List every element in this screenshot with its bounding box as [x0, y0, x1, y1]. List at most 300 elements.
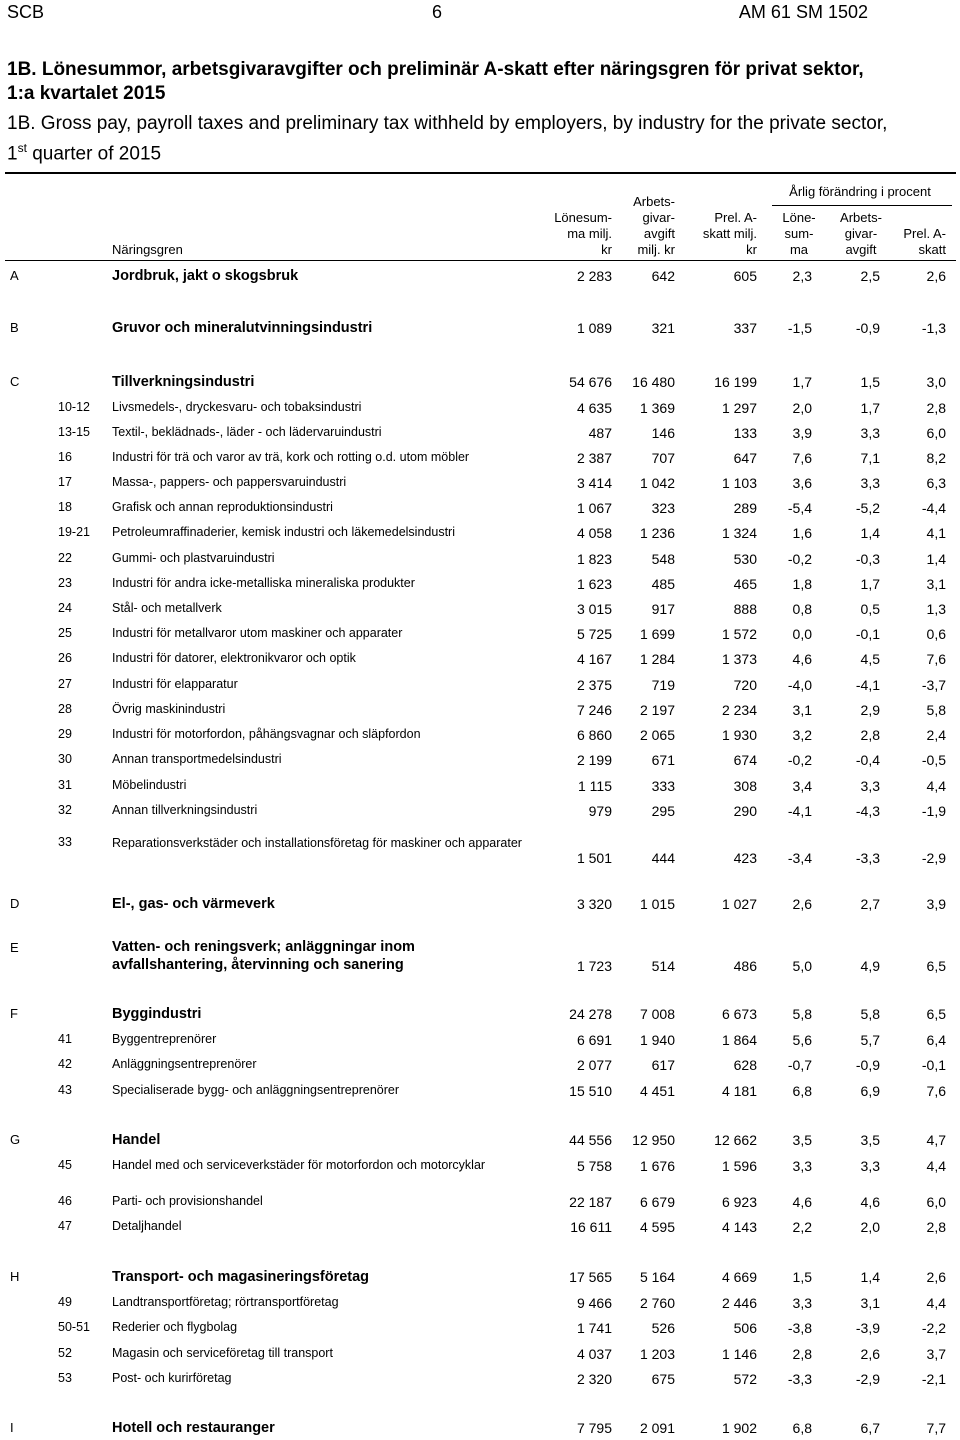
- row-industry-name: Specialiserade bygg- och anläggningsentreprenörer: [112, 1083, 399, 1097]
- value-prel-askatt: 1 324: [721, 525, 757, 541]
- table-row: [0, 450, 960, 470]
- row-code: I: [10, 1420, 14, 1435]
- value-chg-arbetsgivaravgift: 0,5: [860, 601, 880, 617]
- value-chg-prel-askatt: 2,6: [926, 268, 946, 284]
- row-code: 27: [58, 677, 72, 691]
- row-code: 17: [58, 475, 72, 489]
- value-arbetsgivaravgift: 1 284: [639, 651, 675, 667]
- table-row: [0, 425, 960, 445]
- value-lonesumma: 3 414: [576, 475, 612, 491]
- value-chg-lonesumma: -0,2: [787, 752, 812, 768]
- table-row: [0, 1032, 960, 1052]
- value-chg-lonesumma: 5,0: [792, 958, 812, 974]
- value-chg-arbetsgivaravgift: -0,1: [855, 626, 880, 642]
- table-row: [0, 803, 960, 823]
- row-code: 47: [58, 1219, 72, 1233]
- value-chg-arbetsgivaravgift: -0,9: [855, 320, 880, 336]
- row-industry-name: Detaljhandel: [112, 1219, 182, 1233]
- table-row: [0, 1006, 960, 1026]
- value-lonesumma: 1 823: [576, 551, 612, 567]
- value-prel-askatt: 1 864: [721, 1032, 757, 1048]
- value-chg-prel-askatt: 2,4: [926, 727, 946, 743]
- value-lonesumma: 2 320: [576, 1371, 612, 1387]
- value-chg-lonesumma: 3,5: [792, 1132, 812, 1148]
- row-industry-name: Handel: [112, 1132, 161, 1148]
- table-row: [0, 576, 960, 596]
- value-chg-prel-askatt: 4,1: [926, 525, 946, 541]
- row-industry-name: Stål- och metallverk: [112, 601, 222, 615]
- value-chg-arbetsgivaravgift: 2,6: [860, 1346, 880, 1362]
- row-industry-name: Reparationsverkstäder och installationsföretag för maskiner och apparater: [112, 836, 522, 850]
- value-lonesumma: 4 058: [576, 525, 612, 541]
- value-chg-lonesumma: -0,7: [787, 1057, 812, 1073]
- value-lonesumma: 44 556: [569, 1132, 612, 1148]
- value-chg-lonesumma: 1,8: [792, 576, 812, 592]
- table-row: [0, 1295, 960, 1315]
- value-arbetsgivaravgift: 514: [651, 958, 675, 974]
- value-arbetsgivaravgift: 12 950: [632, 1132, 675, 1148]
- row-code: A: [10, 268, 19, 283]
- value-chg-arbetsgivaravgift: 1,4: [860, 1269, 880, 1285]
- value-lonesumma: 2 283: [576, 268, 612, 284]
- row-code: 50-51: [58, 1320, 90, 1334]
- value-lonesumma: 3 320: [576, 896, 612, 912]
- value-arbetsgivaravgift: 1 940: [639, 1032, 675, 1048]
- value-chg-prel-askatt: 4,4: [926, 1158, 946, 1174]
- value-chg-arbetsgivaravgift: 4,5: [860, 651, 880, 667]
- value-arbetsgivaravgift: 617: [651, 1057, 675, 1073]
- value-chg-lonesumma: 3,2: [792, 727, 812, 743]
- value-chg-arbetsgivaravgift: -4,3: [855, 803, 880, 819]
- value-chg-arbetsgivaravgift: 3,3: [860, 475, 880, 491]
- value-chg-lonesumma: 3,4: [792, 778, 812, 794]
- value-lonesumma: 9 466: [576, 1295, 612, 1311]
- value-prel-askatt: 133: [733, 425, 757, 441]
- value-chg-lonesumma: -3,4: [787, 850, 812, 866]
- value-chg-arbetsgivaravgift: -3,3: [855, 850, 880, 866]
- value-chg-prel-askatt: -0,5: [921, 752, 946, 768]
- value-prel-askatt: 1 146: [721, 1346, 757, 1362]
- value-chg-prel-askatt: -2,1: [921, 1371, 946, 1387]
- value-prel-askatt: 888: [733, 601, 757, 617]
- value-chg-arbetsgivaravgift: -5,2: [855, 500, 880, 516]
- value-lonesumma: 5 725: [576, 626, 612, 642]
- value-prel-askatt: 628: [733, 1057, 757, 1073]
- table-row: [0, 1083, 960, 1103]
- value-chg-arbetsgivaravgift: 1,5: [860, 374, 880, 390]
- value-chg-arbetsgivaravgift: 1,7: [860, 576, 880, 592]
- value-prel-askatt: 1 902: [721, 1420, 757, 1436]
- row-code: F: [10, 1006, 18, 1021]
- value-lonesumma: 1 623: [576, 576, 612, 592]
- value-prel-askatt: 289: [733, 500, 757, 516]
- value-arbetsgivaravgift: 323: [651, 500, 675, 516]
- value-lonesumma: 5 758: [576, 1158, 612, 1174]
- value-chg-prel-askatt: -1,9: [921, 803, 946, 819]
- value-chg-prel-askatt: 2,8: [926, 1219, 946, 1235]
- value-arbetsgivaravgift: 5 164: [639, 1269, 675, 1285]
- row-code: 46: [58, 1194, 72, 1208]
- value-arbetsgivaravgift: 1 042: [639, 475, 675, 491]
- row-code: 24: [58, 601, 72, 615]
- table-row: [0, 1057, 960, 1077]
- row-industry-name: Petroleumraffinaderier, kemisk industri och läkemedelsindustri: [112, 525, 455, 539]
- value-chg-arbetsgivaravgift: 1,4: [860, 525, 880, 541]
- row-industry-name: Post- och kurirföretag: [112, 1371, 232, 1385]
- value-chg-lonesumma: 6,8: [792, 1420, 812, 1436]
- value-chg-prel-askatt: 1,3: [926, 601, 946, 617]
- value-arbetsgivaravgift: 7 008: [639, 1006, 675, 1022]
- table-row: [0, 1320, 960, 1340]
- row-industry-name: Transport- och magasineringsföretag: [112, 1269, 370, 1285]
- row-code: 23: [58, 576, 72, 590]
- value-chg-prel-askatt: 5,8: [926, 702, 946, 718]
- value-chg-lonesumma: -0,2: [787, 551, 812, 567]
- value-prel-askatt: 720: [733, 677, 757, 693]
- value-arbetsgivaravgift: 2 197: [639, 702, 675, 718]
- row-code: 18: [58, 500, 72, 514]
- row-code: 41: [58, 1032, 72, 1046]
- value-chg-lonesumma: -3,8: [787, 1320, 812, 1336]
- row-code: 28: [58, 702, 72, 716]
- col-header-prel-askatt: Prel. A- skatt milj. kr: [702, 210, 757, 257]
- col-header-naringsgren: Näringsgren: [112, 242, 183, 257]
- change-group-rule: [772, 205, 952, 206]
- header-right: AM 61 SM 1502: [738, 2, 868, 22]
- value-chg-lonesumma: 0,8: [792, 601, 812, 617]
- row-industry-name: Massa-, pappers- och pappersvaruindustri: [112, 475, 347, 489]
- value-chg-arbetsgivaravgift: -0,9: [855, 1057, 880, 1073]
- value-chg-prel-askatt: 4,7: [926, 1132, 946, 1148]
- row-industry-name: Textil-, beklädnads-, läder - och lädervaruindustri: [112, 425, 382, 439]
- value-lonesumma: 1 723: [576, 958, 612, 974]
- value-arbetsgivaravgift: 4 451: [639, 1083, 675, 1099]
- table-row: [0, 1132, 960, 1152]
- value-chg-prel-askatt: 0,6: [926, 626, 946, 642]
- row-industry-name: Gruvor och mineralutvinningsindustri: [112, 320, 373, 336]
- row-code: 32: [58, 803, 72, 817]
- value-lonesumma: 487: [588, 425, 612, 441]
- top-rule: [5, 172, 956, 174]
- value-lonesumma: 6 691: [576, 1032, 612, 1048]
- value-arbetsgivaravgift: 2 065: [639, 727, 675, 743]
- row-code: 33: [58, 835, 72, 849]
- value-lonesumma: 2 199: [576, 752, 612, 768]
- row-industry-name: Industri för trä och varor av trä, kork och rotting o.d. utom möbler: [112, 450, 470, 464]
- value-chg-prel-askatt: 6,0: [926, 425, 946, 441]
- value-prel-askatt: 465: [733, 576, 757, 592]
- value-chg-prel-askatt: 7,6: [926, 651, 946, 667]
- value-prel-askatt: 423: [733, 850, 757, 866]
- value-chg-lonesumma: 5,6: [792, 1032, 812, 1048]
- row-industry-name: Möbelindustri: [112, 778, 187, 792]
- row-code: H: [10, 1269, 20, 1284]
- value-chg-arbetsgivaravgift: -2,9: [855, 1371, 880, 1387]
- value-arbetsgivaravgift: 295: [651, 803, 675, 819]
- value-lonesumma: 17 565: [569, 1269, 612, 1285]
- value-arbetsgivaravgift: 1 203: [639, 1346, 675, 1362]
- value-prel-askatt: 605: [733, 268, 757, 284]
- row-industry-name: Byggindustri: [112, 1006, 202, 1022]
- value-chg-lonesumma: -3,3: [787, 1371, 812, 1387]
- value-prel-askatt: 647: [733, 450, 757, 466]
- value-prel-askatt: 16 199: [714, 374, 757, 390]
- value-arbetsgivaravgift: 321: [651, 320, 675, 336]
- value-chg-prel-askatt: 4,4: [926, 1295, 946, 1311]
- row-industry-name: Industri för metallvaror utom maskiner och apparater: [112, 626, 403, 640]
- value-chg-prel-askatt: 3,7: [926, 1346, 946, 1362]
- table-row: [0, 651, 960, 671]
- value-prel-askatt: 1 373: [721, 651, 757, 667]
- value-prel-askatt: 290: [733, 803, 757, 819]
- value-prel-askatt: 2 446: [721, 1295, 757, 1311]
- value-prel-askatt: 1 572: [721, 626, 757, 642]
- value-prel-askatt: 4 143: [721, 1219, 757, 1235]
- value-arbetsgivaravgift: 444: [651, 850, 675, 866]
- table-row: [0, 500, 960, 520]
- value-lonesumma: 1 115: [578, 778, 612, 794]
- value-chg-lonesumma: 2,2: [792, 1219, 812, 1235]
- value-prel-askatt: 1 297: [721, 400, 757, 416]
- row-code: 25: [58, 626, 72, 640]
- value-arbetsgivaravgift: 917: [651, 601, 675, 617]
- row-industry-name: Magasin och serviceföretag till transport: [112, 1346, 333, 1360]
- value-arbetsgivaravgift: 16 480: [632, 374, 675, 390]
- value-chg-arbetsgivaravgift: 3,3: [860, 778, 880, 794]
- value-lonesumma: 4 167: [576, 651, 612, 667]
- value-chg-arbetsgivaravgift: 7,1: [860, 450, 880, 466]
- value-chg-arbetsgivaravgift: 5,8: [860, 1006, 880, 1022]
- row-industry-name: Industri för datorer, elektronikvaror och optik: [112, 651, 356, 665]
- value-chg-arbetsgivaravgift: -3,9: [855, 1320, 880, 1336]
- value-arbetsgivaravgift: 2 091: [639, 1420, 675, 1436]
- row-code: 53: [58, 1371, 72, 1385]
- value-lonesumma: 4 037: [576, 1346, 612, 1362]
- value-chg-lonesumma: -4,1: [787, 803, 812, 819]
- table-row: [0, 1194, 960, 1214]
- value-lonesumma: 2 077: [576, 1057, 612, 1073]
- table-row: [0, 400, 960, 420]
- row-code: 26: [58, 651, 72, 665]
- value-chg-prel-askatt: 3,0: [926, 374, 946, 390]
- value-lonesumma: 6 860: [576, 727, 612, 743]
- value-prel-askatt: 6 923: [721, 1194, 757, 1210]
- value-chg-arbetsgivaravgift: 6,7: [860, 1420, 880, 1436]
- value-lonesumma: 1 089: [576, 320, 612, 336]
- value-arbetsgivaravgift: 671: [651, 752, 675, 768]
- col-header-lonesumma: Lönesum- ma milj. kr: [554, 210, 612, 257]
- row-industry-name: Annan transportmedelsindustri: [112, 752, 282, 766]
- value-chg-arbetsgivaravgift: -4,1: [855, 677, 880, 693]
- value-arbetsgivaravgift: 4 595: [639, 1219, 675, 1235]
- value-chg-lonesumma: 4,6: [792, 651, 812, 667]
- table-row: [0, 1371, 960, 1391]
- value-arbetsgivaravgift: 642: [651, 268, 675, 284]
- value-chg-arbetsgivaravgift: -0,4: [855, 752, 880, 768]
- value-chg-prel-askatt: -3,7: [921, 677, 946, 693]
- table-row: [0, 1158, 960, 1178]
- value-chg-lonesumma: 0,0: [792, 626, 812, 642]
- value-lonesumma: 1 741: [576, 1320, 612, 1336]
- row-code: D: [10, 896, 20, 911]
- table-row: [0, 1219, 960, 1239]
- value-arbetsgivaravgift: 6 679: [639, 1194, 675, 1210]
- table-row: [0, 551, 960, 571]
- row-code: 30: [58, 752, 72, 766]
- value-lonesumma: 24 278: [569, 1006, 612, 1022]
- value-chg-arbetsgivaravgift: 3,1: [860, 1295, 880, 1311]
- value-chg-arbetsgivaravgift: 2,8: [860, 727, 880, 743]
- row-industry-name: Livsmedels-, dryckesvaru- och tobaksindustri: [112, 400, 362, 414]
- value-arbetsgivaravgift: 1 369: [639, 400, 675, 416]
- table-row: [0, 525, 960, 545]
- value-chg-prel-askatt: 3,9: [926, 896, 946, 912]
- row-industry-name: Industri för motorfordon, påhängsvagnar och släpfordon: [112, 727, 421, 741]
- value-chg-lonesumma: 3,6: [792, 475, 812, 491]
- value-prel-askatt: 2 234: [721, 702, 757, 718]
- row-industry-name: Grafisk och annan reproduktionsindustri: [112, 500, 333, 514]
- row-industry-name: Annan tillverkningsindustri: [112, 803, 258, 817]
- header-page-number: 6: [432, 2, 443, 22]
- value-chg-arbetsgivaravgift: 3,3: [860, 425, 880, 441]
- value-arbetsgivaravgift: 707: [651, 450, 675, 466]
- value-prel-askatt: 12 662: [714, 1132, 757, 1148]
- value-chg-prel-askatt: 4,4: [926, 778, 946, 794]
- value-lonesumma: 2 387: [576, 450, 612, 466]
- table-row: [0, 475, 960, 495]
- value-lonesumma: 4 635: [576, 400, 612, 416]
- value-chg-prel-askatt: 6,4: [926, 1032, 946, 1048]
- row-code: 13-15: [58, 425, 90, 439]
- value-lonesumma: 2 375: [576, 677, 612, 693]
- row-industry-name: Industri för elapparatur: [112, 677, 238, 691]
- value-chg-arbetsgivaravgift: 2,9: [860, 702, 880, 718]
- value-chg-prel-askatt: 6,5: [926, 958, 946, 974]
- value-chg-lonesumma: 2,0: [792, 400, 812, 416]
- value-chg-arbetsgivaravgift: 4,6: [860, 1194, 880, 1210]
- row-code: 42: [58, 1057, 72, 1071]
- row-industry-name: Byggentreprenörer: [112, 1032, 217, 1046]
- value-lonesumma: 3 015: [576, 601, 612, 617]
- value-chg-prel-askatt: -0,1: [921, 1057, 946, 1073]
- col-header-change-group: Årlig förändring i procent: [789, 184, 931, 199]
- value-chg-arbetsgivaravgift: -0,3: [855, 551, 880, 567]
- table-row: [0, 778, 960, 798]
- value-chg-arbetsgivaravgift: 5,7: [860, 1032, 880, 1048]
- value-arbetsgivaravgift: 548: [651, 551, 675, 567]
- value-chg-arbetsgivaravgift: 3,3: [860, 1158, 880, 1174]
- value-chg-arbetsgivaravgift: 1,7: [860, 400, 880, 416]
- value-arbetsgivaravgift: 1 699: [639, 626, 675, 642]
- value-prel-askatt: 308: [733, 778, 757, 794]
- value-prel-askatt: 1 930: [721, 727, 757, 743]
- table-row: [0, 1269, 960, 1289]
- value-chg-lonesumma: 1,5: [792, 1269, 812, 1285]
- table-row: [0, 626, 960, 646]
- value-prel-askatt: 6 673: [721, 1006, 757, 1022]
- value-chg-lonesumma: 2,6: [792, 896, 812, 912]
- row-code: 10-12: [58, 400, 90, 414]
- title-swedish: 1B. Lönesummor, arbetsgivaravgifter och preliminär A-skatt efter näringsgren för privat sektor, 1:a kvartalet 2015: [7, 59, 864, 104]
- value-chg-prel-askatt: -1,3: [921, 320, 946, 336]
- value-chg-arbetsgivaravgift: 2,7: [860, 896, 880, 912]
- table-row: [0, 320, 960, 340]
- value-chg-lonesumma: 3,3: [792, 1158, 812, 1174]
- row-code: 22: [58, 551, 72, 565]
- row-code: 52: [58, 1346, 72, 1360]
- row-industry-name: Hotell och restauranger: [112, 1420, 275, 1436]
- row-industry-name: Rederier och flygbolag: [112, 1320, 238, 1334]
- value-chg-arbetsgivaravgift: 2,5: [860, 268, 880, 284]
- value-chg-lonesumma: 5,8: [792, 1006, 812, 1022]
- row-code: B: [10, 320, 19, 335]
- row-code: 49: [58, 1295, 72, 1309]
- value-lonesumma: 16 611: [570, 1219, 612, 1235]
- value-lonesumma: 979: [588, 803, 612, 819]
- value-chg-prel-askatt: 8,2: [926, 450, 946, 466]
- value-chg-lonesumma: 2,8: [792, 1346, 812, 1362]
- value-chg-lonesumma: 3,3: [792, 1295, 812, 1311]
- value-chg-lonesumma: 7,6: [792, 450, 812, 466]
- row-code: G: [10, 1132, 21, 1147]
- table-row: [0, 896, 960, 916]
- table-row: [0, 727, 960, 747]
- value-chg-prel-askatt: 3,1: [926, 576, 946, 592]
- row-code: E: [10, 940, 19, 955]
- value-chg-lonesumma: 1,6: [792, 525, 812, 541]
- value-chg-lonesumma: 1,7: [792, 374, 812, 390]
- value-arbetsgivaravgift: 1 236: [639, 525, 675, 541]
- table-row: [0, 1346, 960, 1366]
- row-code: 45: [58, 1158, 72, 1172]
- value-prel-askatt: 1 027: [721, 896, 757, 912]
- value-prel-askatt: 674: [733, 752, 757, 768]
- value-arbetsgivaravgift: 333: [651, 778, 675, 794]
- value-lonesumma: 15 510: [569, 1083, 612, 1099]
- value-chg-lonesumma: 2,3: [792, 268, 812, 284]
- value-lonesumma: 1 501: [576, 850, 612, 866]
- value-chg-prel-askatt: 6,5: [926, 1006, 946, 1022]
- row-code: 19-21: [58, 525, 90, 539]
- row-industry-name: Anläggningsentreprenörer: [112, 1057, 257, 1071]
- row-code: 43: [58, 1083, 72, 1097]
- value-lonesumma: 7 795: [576, 1420, 612, 1436]
- row-industry-name: Övrig maskinindustri: [112, 702, 226, 716]
- row-industry-name: Tillverkningsindustri: [112, 374, 255, 390]
- value-chg-prel-askatt: 7,7: [926, 1420, 946, 1436]
- value-lonesumma: 7 246: [576, 702, 612, 718]
- header-left: SCB: [7, 2, 45, 22]
- row-industry-name: Vatten- och reningsverk; anläggningar inom avfallshantering, återvinning och sanering: [112, 939, 415, 973]
- header-bottom-rule: [5, 260, 956, 261]
- value-chg-lonesumma: -5,4: [787, 500, 812, 516]
- value-prel-askatt: 1 103: [721, 475, 757, 491]
- col-header-chg-lonesumma: Löne- sum- ma: [782, 210, 816, 257]
- value-chg-prel-askatt: 6,0: [926, 1194, 946, 1210]
- row-industry-name: El-, gas- och värmeverk: [112, 896, 275, 912]
- value-chg-lonesumma: 3,9: [792, 425, 812, 441]
- value-arbetsgivaravgift: 485: [651, 576, 675, 592]
- value-chg-lonesumma: -1,5: [787, 320, 812, 336]
- value-arbetsgivaravgift: 146: [651, 425, 675, 441]
- table-row: [0, 835, 960, 866]
- value-arbetsgivaravgift: 675: [651, 1371, 675, 1387]
- table-row: [0, 677, 960, 697]
- value-lonesumma: 1 067: [576, 500, 612, 516]
- value-prel-askatt: 530: [733, 551, 757, 567]
- value-chg-prel-askatt: 1,4: [926, 551, 946, 567]
- value-chg-prel-askatt: -2,9: [921, 850, 946, 866]
